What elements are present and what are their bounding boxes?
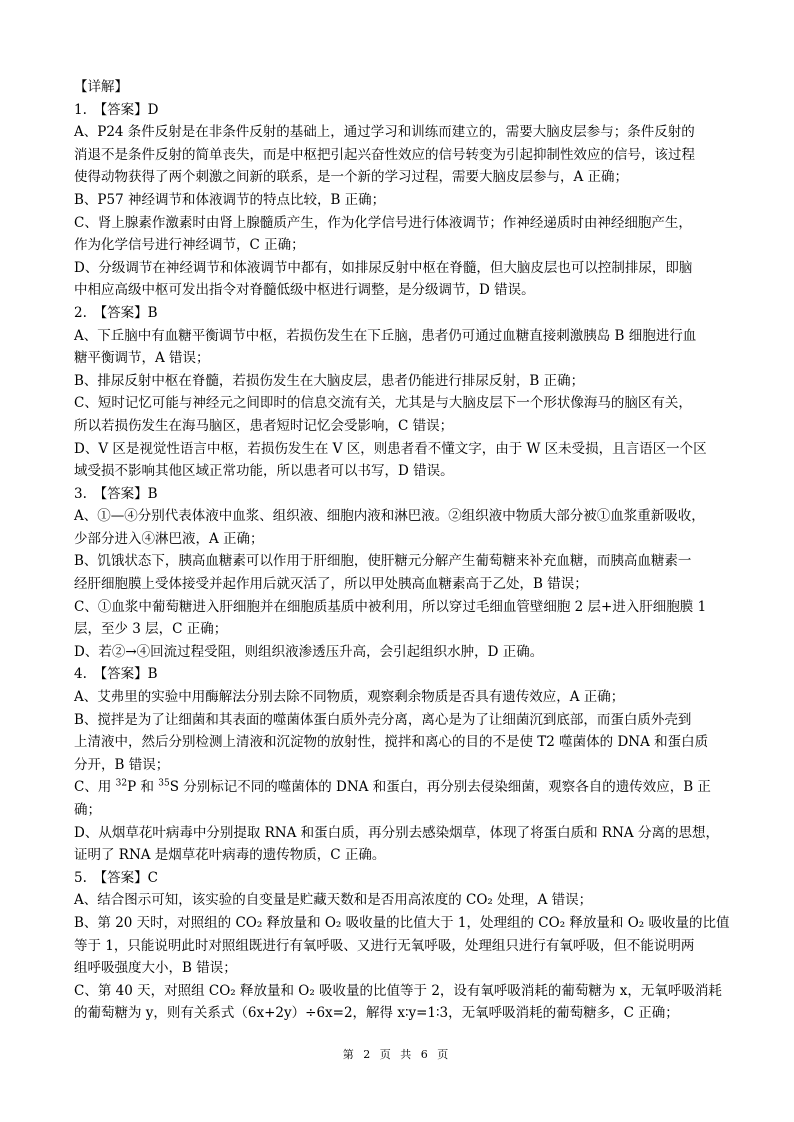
p-mass-number: 32 — [115, 778, 128, 789]
text-line: B、第 20 天时，对照组的 CO₂ 释放量和 O₂ 吸收量的比值大于 1，处理组的 CO₂ 释放量和 O₂ 吸收量的比值 — [74, 914, 730, 931]
text-line: D、若②→④回流过程受阻，则组织液渗透压升高，会引起组织水肿，D 正确。 — [74, 643, 544, 660]
text-line: A、下丘脑中有血糖平衡调节中枢，若损伤发生在下丘脑，患者仍可通过血糖直接刺激胰岛 B 细胞进行血 — [74, 327, 697, 344]
answer-line-q5: 5. 【答案】C — [74, 869, 158, 886]
text-fragment: C、用 — [74, 779, 116, 796]
text-line: C、短时记忆可能与神经元之间即时的信息交流有关，尤其是与大脑皮层下一个形状像海马的脑区有关， — [74, 395, 692, 412]
text-line: C、①血浆中葡萄糖进入肝细胞并在细胞质基质中被利用，所以穿过毛细血管壁细胞 2 层+进入肝细胞膜 1 — [74, 598, 707, 615]
text-line: A、艾弗里的实验中用酶解法分别去除不同物质，观察剩余物质是否具有遗传效应，A 正确； — [74, 689, 625, 706]
text-line: C、肾上腺素作激素时由肾上腺髓质产生，作为化学信号进行体液调节；作神经递质时由神经细胞产生， — [74, 214, 692, 231]
answer-line-q4: 4. 【答案】B — [74, 666, 158, 683]
text-line: 经肝细胞膜上受体接受并起作用后就灭活了，所以甲处胰高血糖素高于乙处，B 错误； — [74, 576, 588, 593]
text-line: B、搅拌是为了让细菌和其表面的噬菌体蛋白质外壳分离，离心是为了让细菌沉到底部，而蛋白质外壳到 — [74, 711, 692, 728]
text-line: 证明了 RNA 是烟草花叶病毒的遗传物质，C 正确。 — [74, 847, 386, 864]
text-line: 消退不是条件反射的简单丧失，而是中枢把引起兴奋性效应的信号转变为引起抑制性效应的信号，该过程 — [74, 146, 695, 163]
text-line: 所以若损伤发生在海马脑区，患者短时记忆会受影响，C 错误； — [74, 417, 454, 434]
s-mass-number: 35 — [158, 778, 170, 789]
text-line: 少部分进入④淋巴液，A 正确； — [74, 530, 264, 547]
text-line: 层，至少 3 层，C 正确； — [74, 621, 228, 638]
text-line: B、排尿反射中枢在脊髓，若损伤发生在大脑皮层，患者仍能进行排尿反射，B 正确； — [74, 372, 585, 389]
text-line: 组呼吸强度大小，B 错误； — [74, 960, 237, 977]
page-number-footer: 第 2 页 共 6 页 — [342, 1048, 452, 1061]
text-line: 糖平衡调节，A 错误； — [74, 350, 210, 367]
text-line: D、分级调节在神经调节和体液调节中都有，如排尿反射中枢在脊髓，但大脑皮层也可以控制排尿，即脑 — [74, 259, 693, 276]
text-fragment: P 和 — [127, 779, 159, 796]
text-line: 中相应高级中枢可发出指令对脊髓低级中枢进行调整，是分级调节，D 错误。 — [74, 282, 535, 299]
text-line: B、P57 神经调节和体液调节的特点比较，B 正确； — [74, 191, 386, 208]
text-line: A、结合图示可知，该实验的自变量是贮藏天数和是否用高浓度的 CO₂ 处理，A 错误； — [74, 892, 593, 909]
text-line: 上清液中，然后分别检测上清液和沉淀物的放射性，搅拌和离心的目的不是使 T2 噬菌体的 DNA 和蛋白质 — [74, 734, 709, 751]
text-line: B、饥饿状态下，胰高血糖素可以作用于肝细胞，使肝糖元分解产生葡萄糖来补充血糖，而胰高血糖素一 — [74, 553, 692, 570]
text-line: 域受损不影响其他区域正常功能，所以患者可以书写，D 错误。 — [74, 463, 454, 480]
text-line: 分开，B 错误； — [74, 756, 170, 773]
section-heading: 【详解】 — [74, 79, 128, 95]
text-line: 确； — [74, 802, 101, 818]
text-line: D、V 区是视觉性语言中枢，若损伤发生在 V 区，则患者看不懂文字，由于 W 区未受损，且言语区一个区 — [74, 440, 707, 457]
document-page — [74, 76, 730, 1025]
isotope-text-line — [74, 776, 724, 799]
text-line: 等于 1，只能说明此时对照组既进行有氧呼吸、又进行无氧呼吸，处理组只进行有氧呼吸，但不能说明两 — [74, 937, 695, 954]
text-line: 的葡萄糖为 y，则有关系式（6x+2y）÷6x=2，解得 x∶y=1∶3，无氧呼吸消耗的葡萄糖多，C 正确； — [74, 1005, 679, 1022]
answer-line-q2: 2. 【答案】B — [74, 304, 158, 321]
text-line: D、从烟草花叶病毒中分别提取 RNA 和蛋白质，再分别去感染烟草，体现了将蛋白质和 RNA 分离的思想， — [74, 824, 719, 841]
text-line: 使得动物获得了两个刺激之间新的联系，是一个新的学习过程，需要大脑皮层参与，A 正确； — [74, 169, 629, 186]
answer-line-q3: 3. 【答案】B — [74, 485, 158, 502]
text-line: C、第 40 天，对照组 CO₂ 释放量和 O₂ 吸收量的比值等于 2，设有氧呼吸消耗的葡萄糖为 x，无氧呼吸消耗 — [74, 982, 722, 999]
text-line: A、P24 条件反射是在非条件反射的基础上，通过学习和训练而建立的，需要大脑皮层参与；条件反射的 — [74, 124, 695, 141]
text-line: A、①—④分别代表体液中血浆、组织液、细胞内液和淋巴液。②组织液中物质大部分被①血浆重新吸收， — [74, 508, 705, 525]
text-fragment: S 分别标记不同的噬菌体的 DNA 和蛋白，再分别去侵染细菌，观察各自的遗传效应，B 正 — [169, 779, 711, 796]
answer-line-q1: 1. 【答案】D — [74, 101, 159, 118]
text-line: 作为化学信号进行神经调节，C 正确； — [74, 237, 305, 254]
